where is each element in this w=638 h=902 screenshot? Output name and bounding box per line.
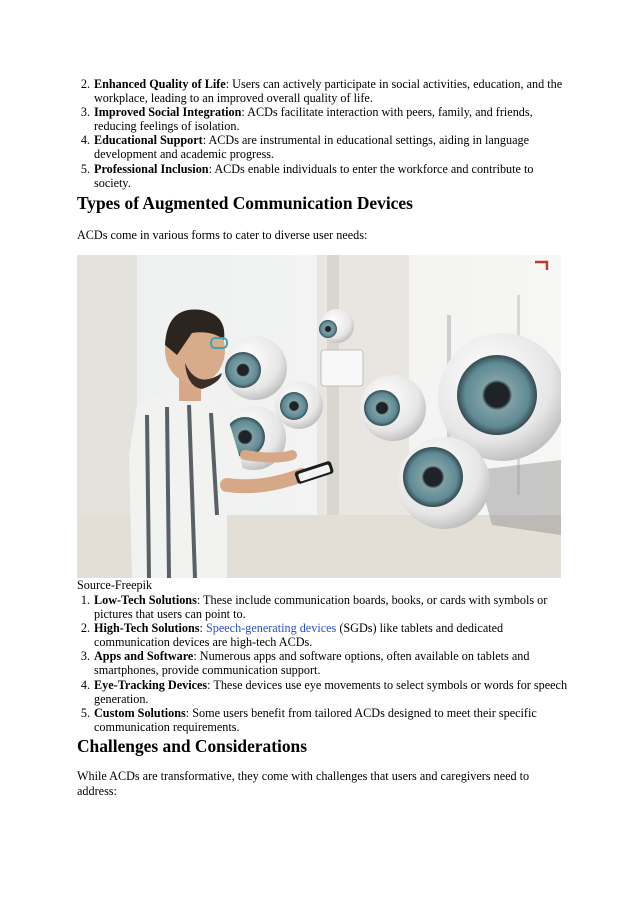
image-source-caption: Source-Freepik xyxy=(77,578,153,592)
eyeball-icon xyxy=(275,381,323,429)
list-item: 5. Professional Inclusion: ACDs enable individuals to enter the workforce and contribute to society. xyxy=(80,161,534,190)
list-item: 3. Improved Social Integration: ACDs facilitate interaction with peers, family, and friends, reducing feelings of isolation. xyxy=(80,105,533,134)
eyeball-icon xyxy=(398,437,490,529)
eyeball-icon xyxy=(360,375,426,441)
illustration-photo xyxy=(77,255,561,578)
types-list xyxy=(80,593,569,734)
speech-generating-devices-link[interactable]: Speech-generating devices xyxy=(205,621,337,636)
section-heading-challenges: Challenges and Considerations xyxy=(77,736,307,756)
list-item: 1. Low-Tech Solutions: These include communication boards, books, or cards with symbols or pictures that users can point to. xyxy=(80,593,548,622)
list-item: 2. Enhanced Quality of Life: Users can actively participate in social activities, education, and the workplace, leading to an improved overall quality of life. xyxy=(80,77,563,106)
list-item: 3. Apps and Software: Numerous apps and software options, often available on tablets and smartphones, provide communication support. xyxy=(80,649,530,678)
list-item: 5. Custom Solutions: Some users benefit from tailored ACDs designed to meet their specific communication requirements. xyxy=(80,705,537,734)
man-with-eyeballs-illustration xyxy=(77,255,561,578)
benefits-list xyxy=(80,77,564,190)
list-item: 2. High-Tech Solutions: Speech-generating devices (SGDs) like tablets and dedicated communication devices are high-tech ACDs. xyxy=(80,621,504,650)
section-heading-types: Types of Augmented Communication Devices xyxy=(77,193,413,213)
eyeball-icon xyxy=(223,336,287,400)
list-item: 4. Educational Support: ACDs are instrumental in educational settings, aiding in language development and academic progress. xyxy=(80,133,530,162)
section-intro-types: ACDs come in various forms to cater to diverse user needs: xyxy=(77,228,368,242)
section-intro-challenges: While ACDs are transformative, they come with challenges that users and caregivers need to address: xyxy=(77,769,530,798)
list-item: 4. Eye-Tracking Devices: These devices use eye movements to select symbols or words for speech generation. xyxy=(80,677,568,706)
